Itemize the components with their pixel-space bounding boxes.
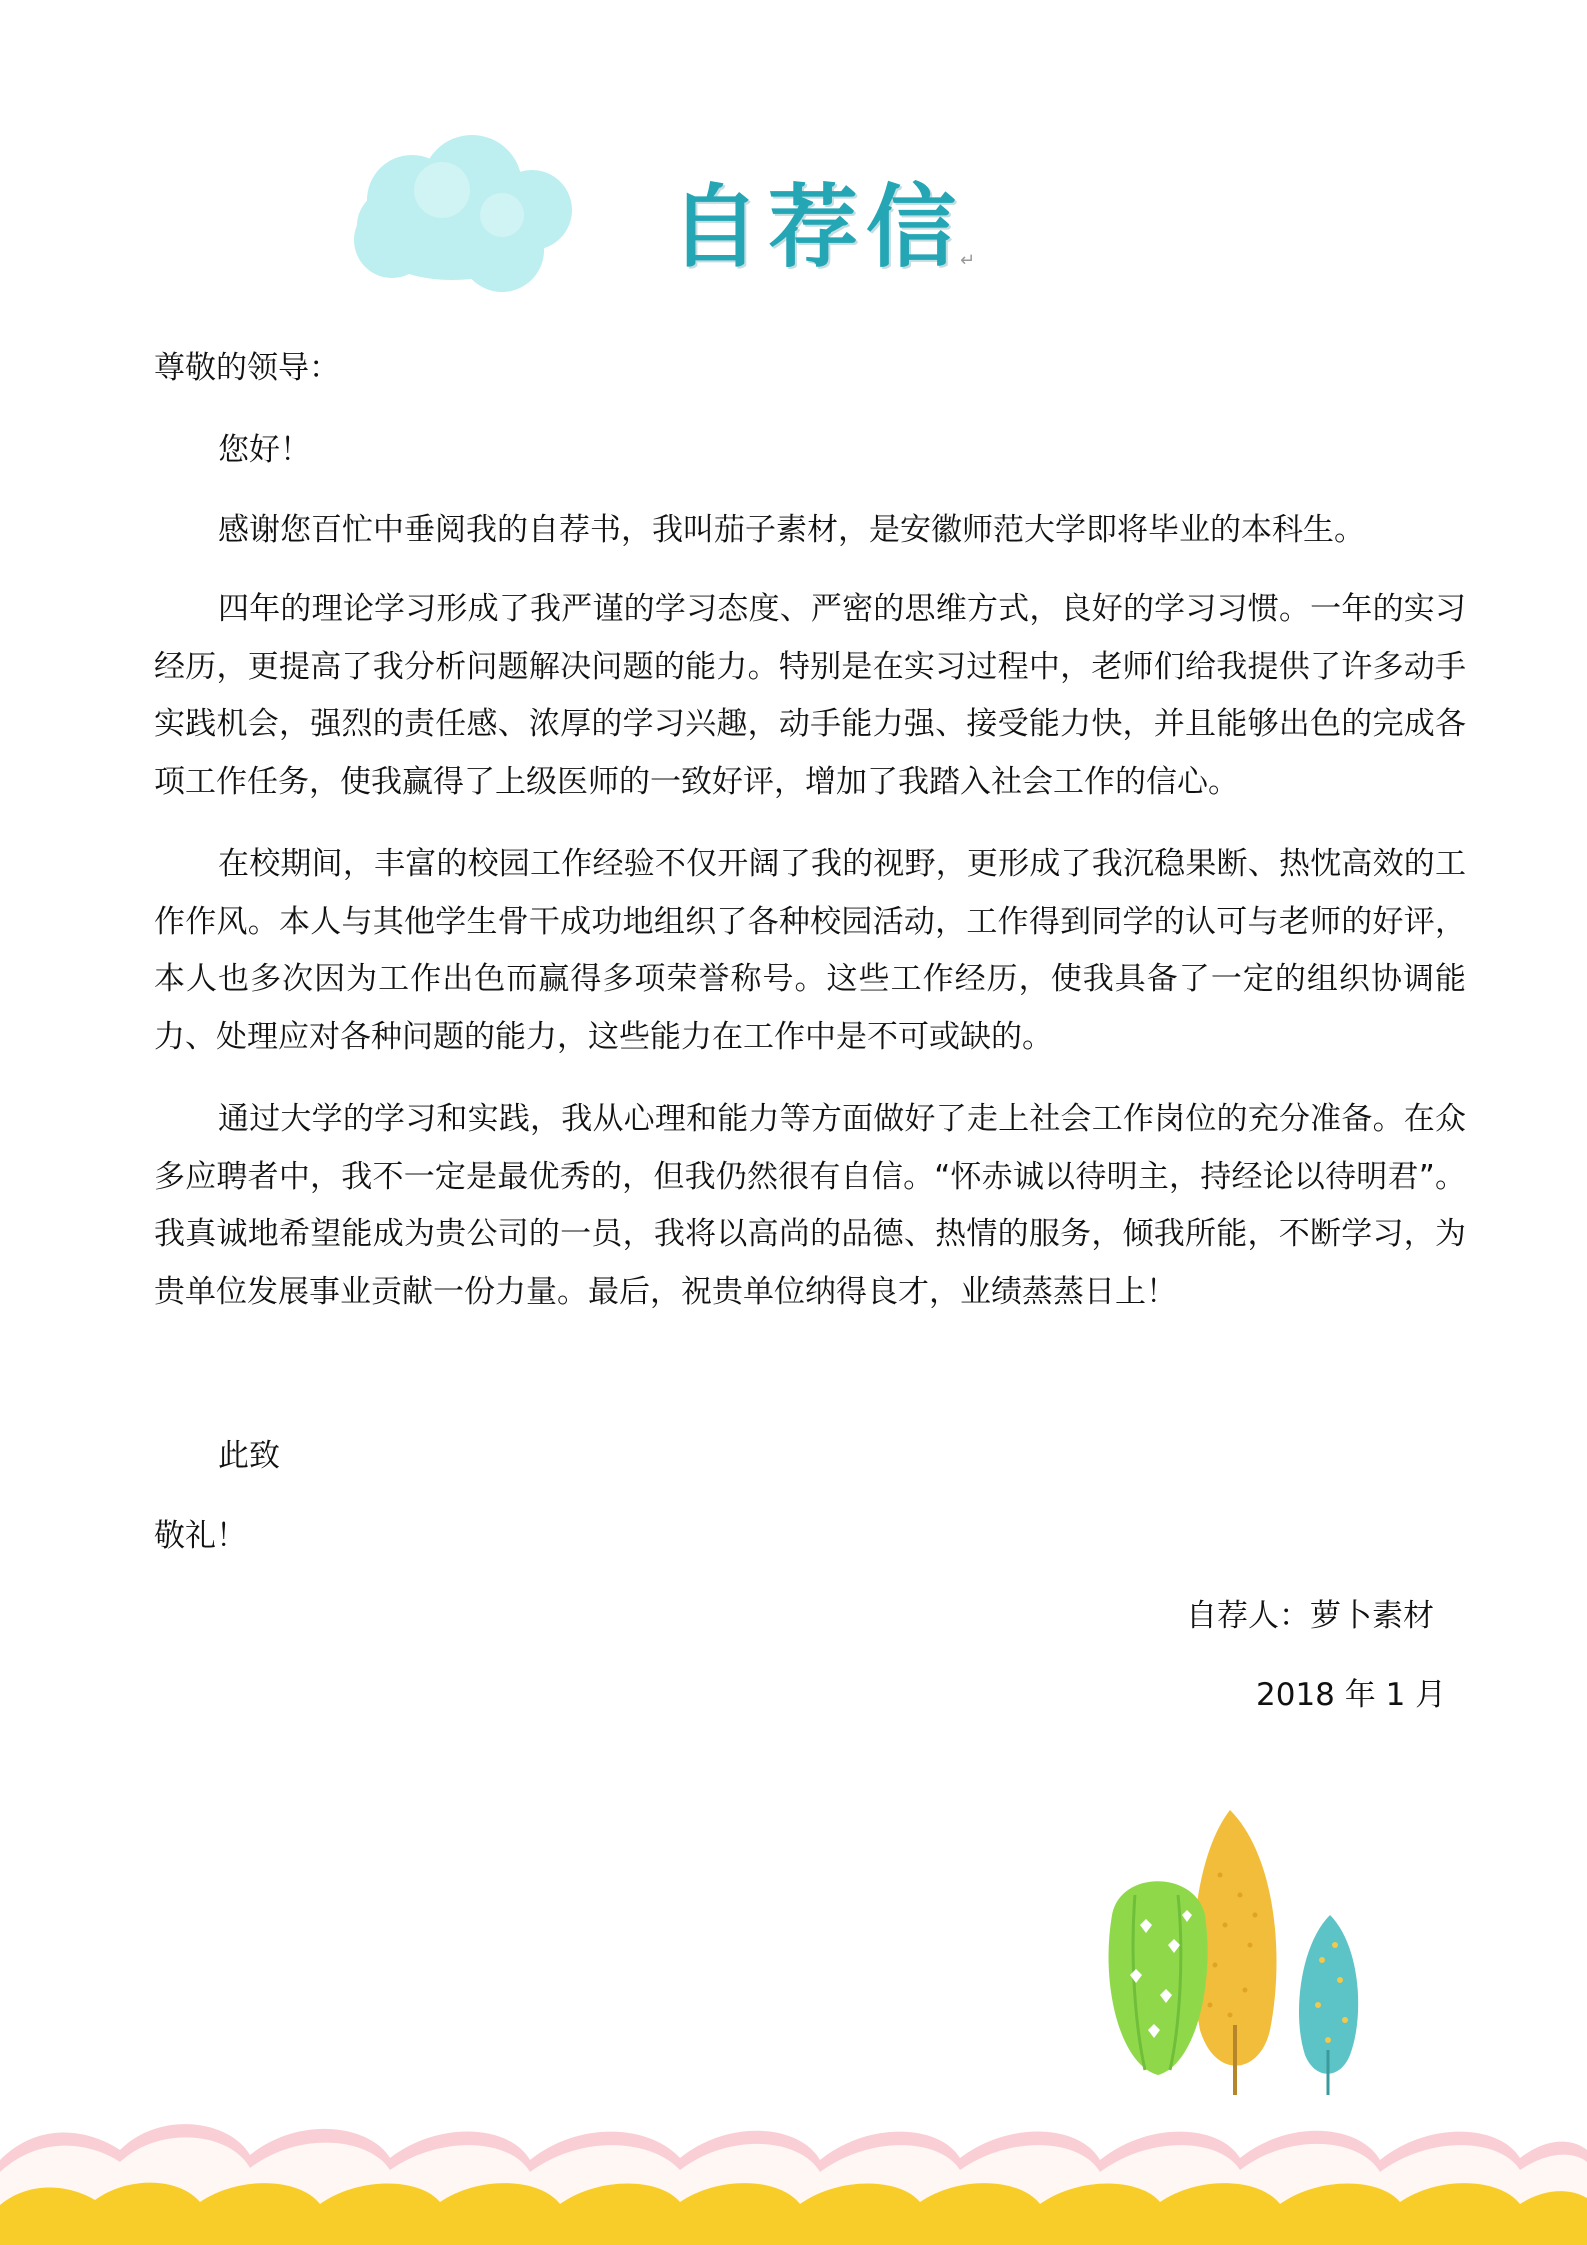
body-paragraph: 在校期间，丰富的校园工作经验不仅开阔了我的视野，更形成了我沉稳果断、热忱高效的工作作风。本人与其他学生骨干成功地组织了各种校园活动，工作得到同学的认可与老师的好评，本人也多次因为工作出色而赢得多项荣誉称号。这些工作经历，使我具备了一定的组织协调能力、处理应对各种问题的能力，这些能力在工作中是不可或缺的。 [154, 846, 1466, 1055]
body-paragraph: 通过大学的学习和实践，我从心理和能力等方面做好了走上社会工作岗位的充分准备。在众多应聘者中，我不一定是最优秀的，但我仍然很有自信。“怀赤诚以待明主，持经论以待明君”。我真诚地希望能成为贵公司的一员，我将以高尚的品德、热情的服务，倾我所能，不断学习，为贵单位发展事业贡献一份力量。最后，祝贵单位纳得良才，业绩蒸蒸日上！ [154, 1101, 1466, 1310]
body-paragraph: 四年的理论学习形成了我严谨的学习态度、严密的思维方式，良好的学习习惯。一年的实习经历，更提高了我分析问题解决问题的能力。特别是在实习过程中，老师们给我提供了许多动手实践机会，强烈的责任感、浓厚的学习兴趣，动手能力强、接受能力快，并且能够出色的完成各项工作任务，使我赢得了上级医师的一致好评，增加了我踏入社会工作的信心。 [154, 591, 1466, 800]
cloud-decoration-icon [332, 130, 592, 300]
letter-title: 自荐信 [670, 175, 964, 280]
bottom-clouds-decoration-icon [0, 2080, 1587, 2245]
greeting: 您好！ [218, 432, 311, 468]
salutation: 尊敬的领导： [154, 350, 340, 386]
body-paragraph: 感谢您百忙中垂阅我的自荐书，我叫茄子素材，是安徽师范大学即将毕业的本科生。 [218, 512, 1365, 548]
closing-salute: 敬礼！ [154, 1518, 247, 1554]
paragraph-return-mark: ↵ [960, 250, 976, 271]
trees-illustration-icon [1100, 1795, 1400, 2125]
closing-phrase: 此致 [218, 1438, 280, 1474]
date: 2018 年 1 月 [1256, 1677, 1447, 1713]
signature: 自荐人：萝卜素材 [1186, 1598, 1434, 1634]
